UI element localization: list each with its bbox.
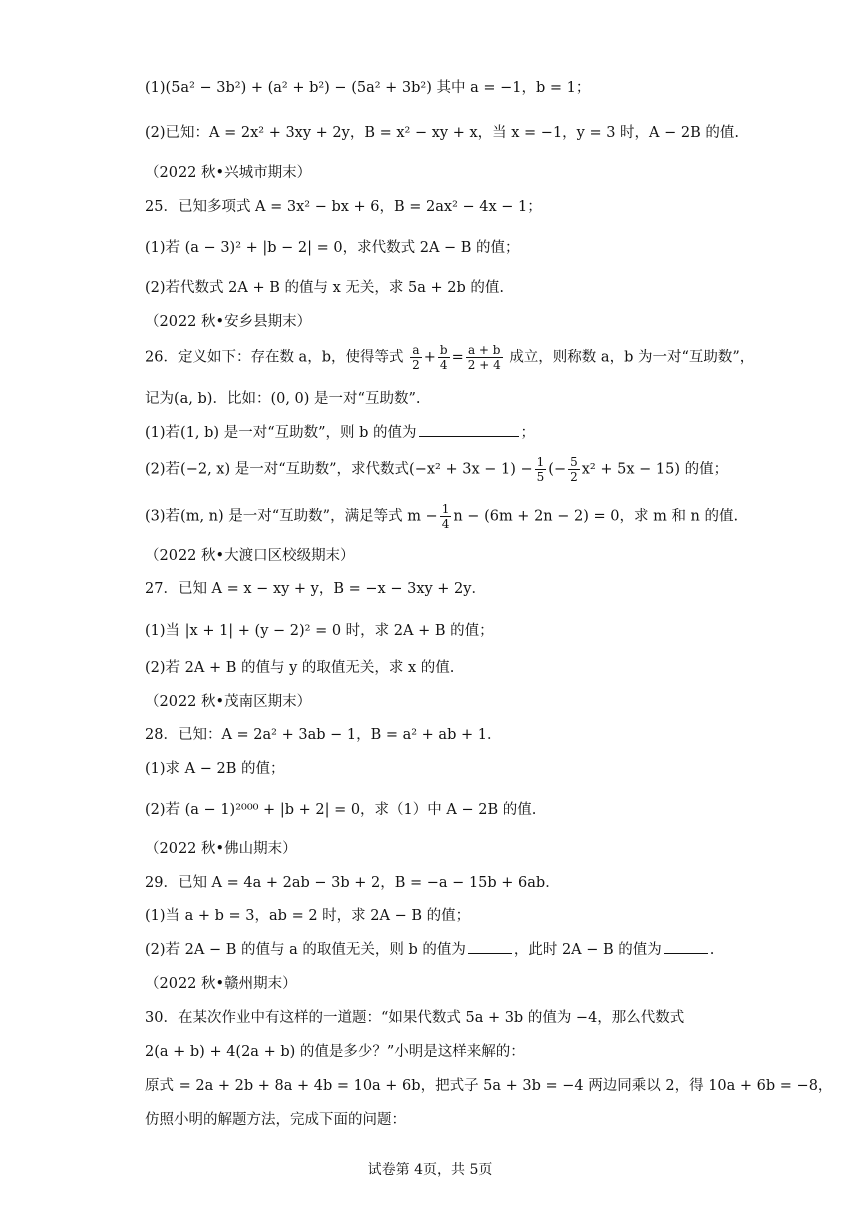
fraction [535, 455, 547, 484]
numerator: b [439, 343, 448, 357]
text: ，此时 2A − B 的值为 [513, 942, 662, 958]
numerator: 1 [441, 502, 450, 516]
problem-24-part-2: (2)已知：A = 2x² + 3xy + 2y，B = x² − xy + x，当 x = −1，y = 3 时，A − 2B 的值. [145, 125, 739, 141]
problem-26-part-3 [145, 502, 738, 531]
denominator: 5 [536, 470, 545, 484]
text: (3)若(m, n) 是一对“互助数”，满足等式 m − [145, 508, 438, 525]
problem-26-part-2 [145, 455, 728, 484]
problem-27-part-1: (1)当 |x + 1| + (y − 2)² = 0 时，求 2A + B 的值； [145, 623, 494, 639]
text: (2)若(−2, x) 是一对“互助数”，求代数式(−x² + 3x − 1) − [145, 461, 533, 478]
denominator: 2 [412, 358, 420, 372]
source-note: （2022 秋•赣州期末） [145, 976, 297, 992]
numerator: a [410, 343, 422, 358]
problem-25-part-2: (2)若代数式 2A + B 的值与 x 无关，求 5a + 2b 的值. [145, 280, 504, 296]
problem-30-line-4: 仿照小明的解题方法，完成下面的问题： [145, 1112, 406, 1128]
answer-blank[interactable] [664, 939, 708, 954]
page-footer: 试卷第 4页，共 5页 [367, 1162, 493, 1178]
answer-blank[interactable] [468, 939, 512, 954]
source-note: （2022 秋•安乡县期末） [145, 314, 312, 330]
text: n − (6m + 2n − 2) = 0，求 m 和 n 的值. [453, 508, 739, 525]
numerator: 1 [536, 455, 545, 469]
fraction [410, 343, 422, 372]
denominator: 4 [441, 517, 450, 531]
problem-24-part-1: (1)(5a² − 3b²) + (a² + b²) − (5a² + 3b²) 其中 a = −1，b = 1； [145, 80, 591, 96]
fraction [440, 502, 452, 531]
problem-29-stem: 29．已知 A = 4a + 2ab − 3b + 2，B = −a − 15b + 6ab． [145, 875, 560, 891]
fraction [466, 343, 503, 372]
problem-25-stem: 25．已知多项式 A = 3x² − bx + 6，B = 2ax² − 4x − 1； [145, 199, 542, 215]
fraction [438, 343, 450, 372]
problem-30-stem: 30．在某次作业中有这样的一道题：“如果代数式 5a + 3b 的值为 −4，那么代数式 [145, 1010, 685, 1026]
problem-30-line-3: 原式 = 2a + 2b + 8a + 4b = 10a + 6b，把式子 5a + 3b = −4 两边同乘以 2，得 10a + 6b = −8， [145, 1078, 833, 1094]
text: (1)若(1, b) 是一对“互助数”，则 b 的值为 [145, 425, 417, 441]
source-note: （2022 秋•茂南区期末） [145, 694, 312, 710]
problem-28-part-1: (1)求 A − 2B 的值； [145, 761, 285, 777]
denominator: 2 [570, 470, 578, 484]
text: x² + 5x − 15) 的值； [581, 461, 729, 478]
problem-29-part-1: (1)当 a + b = 3，ab = 2 时，求 2A − B 的值； [145, 908, 471, 924]
problem-26-stem: 26．定义如下：存在数 a，b，使得等式 $\frac{a}{2}$ + $\frac{b}{4}$ = $\frac{a + b}{2 + 4}$ 成立，则称数 a，b 为一对“互助数”， [145, 343, 755, 372]
problem-28-part-2: (2)若 (a − 1)²⁰⁰⁰ + |b + 2| = 0，求（1）中 A − 2B 的值. [145, 802, 537, 818]
text: ； [520, 425, 536, 441]
source-note: （2022 秋•大渡口区校级期末） [145, 548, 355, 564]
answer-blank[interactable] [419, 422, 519, 437]
text: 成立，则称数 a，b 为一对“互助数”， [509, 349, 755, 366]
text: 26．定义如下：存在数 a，b，使得等式 [145, 349, 404, 366]
problem-26-line-2: 记为(a, b)．比如：(0, 0) 是一对“互助数”. [145, 391, 421, 407]
source-note: （2022 秋•佛山期末） [145, 841, 297, 857]
numerator: a + b [466, 343, 503, 358]
source-note: （2022 秋•兴城市期末） [145, 165, 312, 181]
text: (2)若 2A − B 的值与 a 的取值无关，则 b 的值为 [145, 942, 466, 958]
denominator: 4 [439, 358, 448, 372]
problem-27-part-2: (2)若 2A + B 的值与 y 的取值无关，求 x 的值. [145, 660, 455, 676]
numerator: 5 [570, 455, 578, 469]
fraction [568, 455, 580, 484]
problem-30-line-2: 2(a + b) + 4(2a + b) 的值是多少？”小明是这样来解的： [145, 1044, 525, 1060]
text: . [709, 942, 715, 958]
text: (− [548, 461, 567, 478]
denominator: 2 + 4 [467, 358, 501, 372]
problem-27-stem: 27．已知 A = x − xy + y，B = −x − 3xy + 2y． [145, 581, 486, 597]
problem-25-part-1: (1)若 (a − 3)² + |b − 2| = 0，求代数式 2A − B 的值； [145, 240, 520, 256]
problem-26-part-1 [145, 422, 535, 444]
problem-29-part-2 [145, 939, 714, 961]
problem-28-stem: 28．已知：A = 2a² + 3ab − 1，B = a² + ab + 1． [145, 727, 502, 743]
